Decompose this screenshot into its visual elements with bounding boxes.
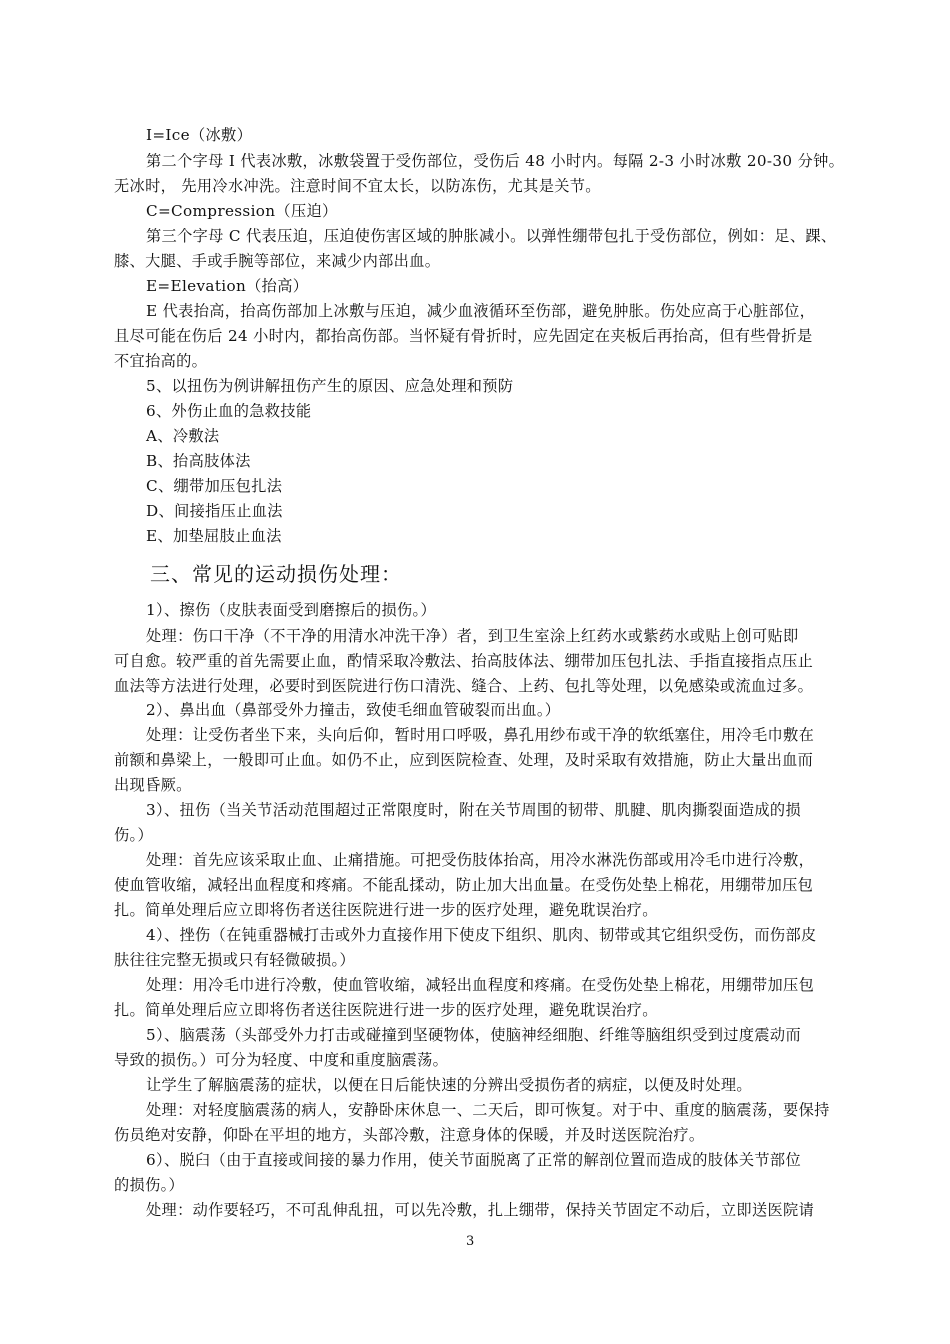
text-line: 可自愈。较严重的首先需要止血，酌情采取冷敷法、抬高肢体法、绷带加压包扎法、手指直接指点压止 bbox=[114, 652, 814, 670]
text-line: 2）、鼻出血（鼻部受外力撞击，致使毛细血管破裂而出血。） bbox=[146, 701, 561, 719]
text-line: 处理：用冷毛巾进行冷敷，使血管收缩，减轻出血程度和疼痛。在受伤处垫上棉花，用绷带加压包 bbox=[146, 976, 815, 994]
text-line: E=Elevation（抬高） bbox=[146, 277, 309, 295]
text-line: E 代表抬高，抬高伤部加上冰敷与压迫，减少血液循环至伤部，避免肿胀。伤处应高于心脏部位， bbox=[146, 302, 816, 320]
text-line: 出现昏厥。 bbox=[114, 776, 192, 794]
text-line: 处理：伤口干净（不干净的用清水冲洗干净）者，到卫生室涂上红药水或紫药水或贴上创可贴即 bbox=[146, 627, 799, 645]
text-line: 不宜抬高的。 bbox=[114, 352, 208, 370]
text-line: 导致的损伤。）可分为轻度、中度和重度脑震荡。 bbox=[114, 1051, 449, 1069]
text-line: 血法等方法进行处理，必要时到医院进行伤口清洗、缝合、上药、包扎等处理，以免感染或流血过多。 bbox=[114, 677, 814, 695]
text-line: I=Ice（冰敷） bbox=[146, 126, 253, 144]
text-line: 4）、挫伤（在钝重器械打击或外力直接作用下使皮下组织、肌肉、韧带或其它组织受伤，而伤部皮 bbox=[146, 926, 817, 944]
text-line: 处理：首先应该采取止血、止痛措施。可把受伤肢体抬高，用冷水淋洗伤部或用冷毛巾进行冷敷， bbox=[146, 851, 815, 869]
text-line: 膝、大腿、手或手腕等部位，来减少内部出血。 bbox=[114, 252, 441, 270]
text-line: 使血管收缩，减轻出血程度和疼痛。不能乱揉动，防止加大出血量。在受伤处垫上棉花，用绷带加压包 bbox=[114, 876, 814, 894]
text-line: 且尽可能在伤后 24 小时内，都抬高伤部。当怀疑有骨折时，应先固定在夹板后再抬高，但有些骨折是 bbox=[114, 327, 813, 345]
text-line: 处理：让受伤者坐下来，头向后仰，暂时用口呼吸，鼻孔用纱布或干净的软纸塞住，用冷毛巾敷在 bbox=[146, 726, 815, 744]
text-line: 第三个字母 C 代表压迫，压迫使伤害区域的肿胀减小。以弹性绷带包扎于受伤部位，例如：足、踝、 bbox=[146, 227, 837, 245]
list-item: B、抬高肢体法 bbox=[146, 452, 251, 470]
text-line: C=Compression（压迫） bbox=[146, 202, 338, 220]
text-line: 肤往往完整无损或只有轻微破损。） bbox=[114, 951, 355, 969]
list-item: A、冷敷法 bbox=[146, 427, 220, 445]
list-item: D、间接指压止血法 bbox=[146, 502, 283, 520]
text-line: 5）、脑震荡（头部受外力打击或碰撞到坚硬物体，使脑神经细胞、纤维等脑组织受到过度震动而 bbox=[146, 1026, 801, 1044]
text-line: 伤。） bbox=[114, 826, 154, 844]
text-line: 1）、擦伤（皮肤表面受到磨擦后的损伤。） bbox=[146, 601, 437, 619]
text-line: 6、外伤止血的急救技能 bbox=[146, 402, 312, 420]
text-line: 处理：对轻度脑震荡的病人，安静卧床休息一、二天后，即可恢复。对于中、重度的脑震荡，要保持 bbox=[146, 1101, 830, 1119]
text-line: 6）、脱臼（由于直接或间接的暴力作用，使关节面脱离了正常的解剖位置而造成的肢体关节部位 bbox=[146, 1151, 801, 1169]
text-line: 让学生了解脑震荡的症状，以便在日后能快速的分辨出受损伤者的病症，以便及时处理。 bbox=[146, 1076, 752, 1094]
text-line: 扎。简单处理后应立即将伤者送往医院进行进一步的医疗处理，避免耽误治疗。 bbox=[114, 901, 658, 919]
text-line: 扎。简单处理后应立即将伤者送往医院进行进一步的医疗处理，避免耽误治疗。 bbox=[114, 1001, 658, 1019]
text-line: 第二个字母 I 代表冰敷，冰敷袋置于受伤部位，受伤后 48 小时内。每隔 2-3 小时冰敷 20-30 分钟。 bbox=[146, 152, 845, 170]
section-heading: 三、常见的运动损伤处理： bbox=[150, 562, 402, 586]
text-line: 3）、扭伤（当关节活动范围超过正常限度时，附在关节周围的韧带、肌腱、肌肉撕裂面造成的损 bbox=[146, 801, 801, 819]
text-line: 无冰时， 先用冷水冲洗。注意时间不宜太长，以防冻伤，尤其是关节。 bbox=[114, 177, 601, 195]
text-line: 的损伤。） bbox=[114, 1176, 185, 1194]
text-line: 处理：动作要轻巧，不可乱伸乱扭，可以先冷敷，扎上绷带，保持关节固定不动后，立即送医院请 bbox=[146, 1201, 815, 1219]
list-item: E、加垫屈肢止血法 bbox=[146, 527, 282, 545]
text-line: 前额和鼻梁上，一般即可止血。如仍不止，应到医院检查、处理，及时采取有效措施，防止大量出血而 bbox=[114, 751, 814, 769]
list-item: C、绷带加压包扎法 bbox=[146, 477, 283, 495]
page-number: 3 bbox=[466, 1234, 475, 1249]
text-line: 5、以扭伤为例讲解扭伤产生的原因、应急处理和预防 bbox=[146, 377, 514, 395]
text-line: 伤员绝对安静，仰卧在平坦的地方，头部冷敷，注意身体的保暖，并及时送医院治疗。 bbox=[114, 1126, 705, 1144]
